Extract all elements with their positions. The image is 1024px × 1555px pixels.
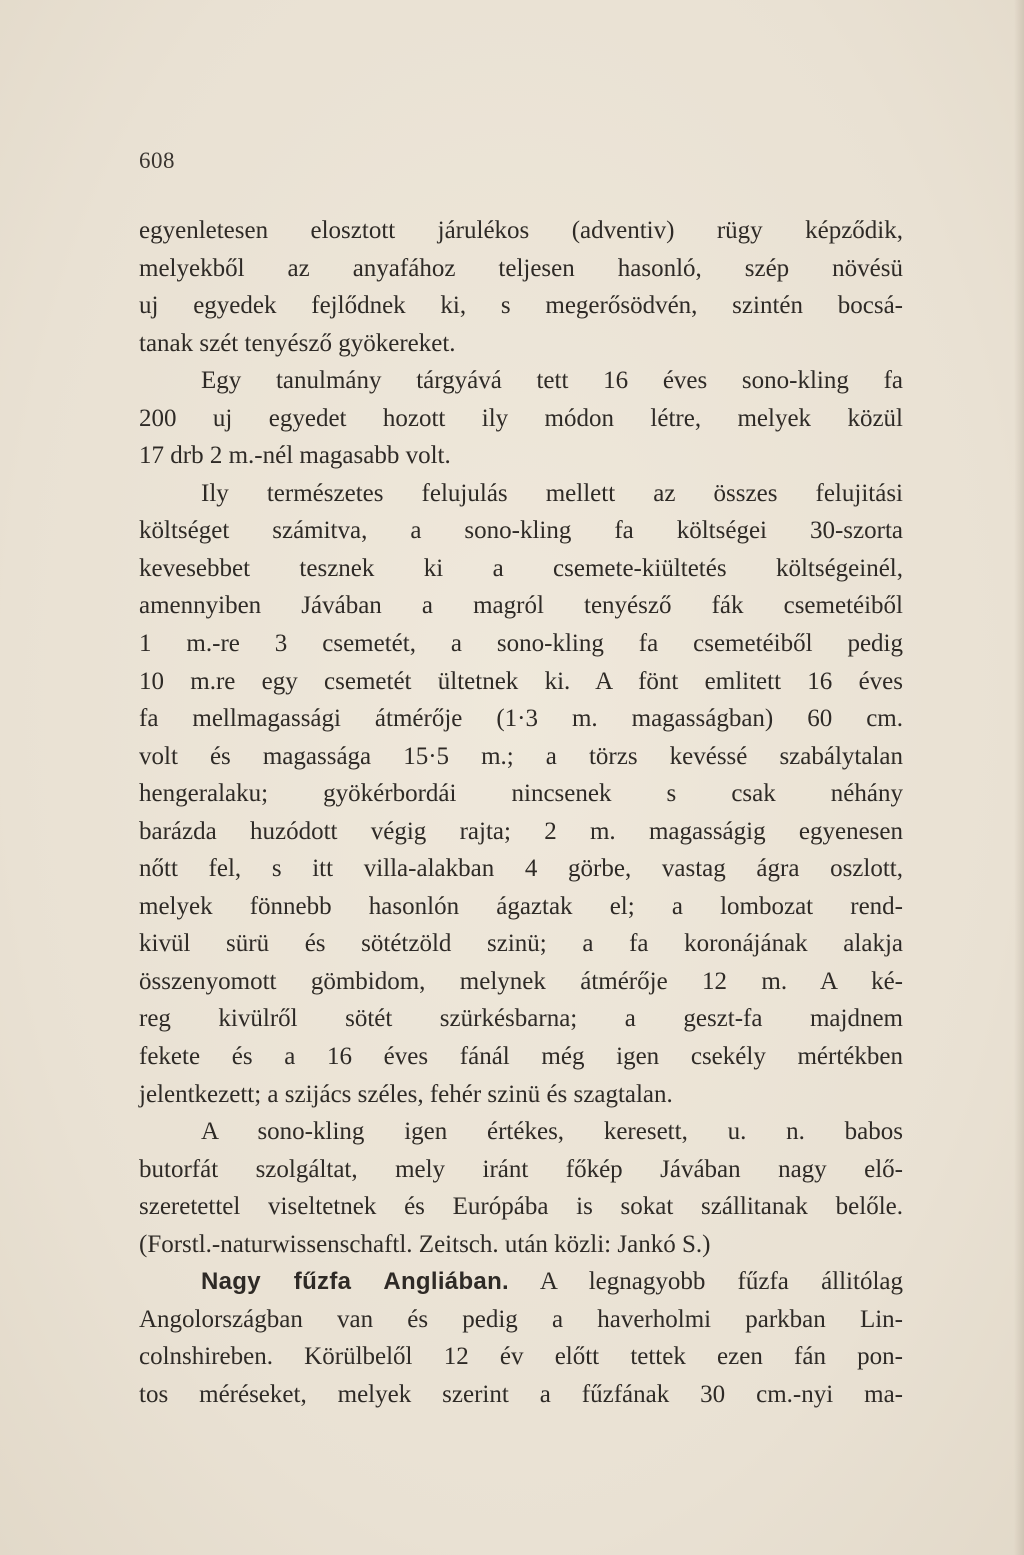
text-line: egyenletesen elosztott járulékos (adventiv) rügy képződik,: [139, 217, 903, 244]
text-run: A legnagyobb fűzfa állitólag: [509, 1268, 903, 1296]
text-line: fekete és a 16 éves fánál még igen csekély mértékben: [139, 1043, 903, 1071]
page-edge-shadow: [1014, 0, 1024, 1555]
text-line: 17 drb 2 m.-nél magasabb volt.: [139, 442, 451, 470]
text-line: hengeralaku; gyökérbordái nincsenek s csak néhány: [139, 780, 903, 808]
text-line: szeretettel viseltetnek és Európába is sokat szállitanak belőle.: [139, 1193, 903, 1221]
text-line: kivül sürü és sötétzöld szinü; a fa koronájának alakja: [139, 930, 903, 958]
text-line: összenyomott gömbidom, melynek átmérője 12 m. A ké-: [139, 967, 903, 995]
text-line: tanak szét tenyésző gyökereket.: [139, 329, 456, 357]
page-number: 608: [139, 148, 175, 173]
text-line: A sono-kling igen értékes, keresett, u. n. babos: [201, 1118, 903, 1146]
text-line: fa mellmagassági átmérője (1·3 m. magasságban) 60 cm.: [139, 705, 903, 733]
text-line: volt és magassága 15·5 m.; a törzs kevéssé szabálytalan: [139, 742, 903, 770]
text-line: (Forstl.-naturwissenschaftl. Zeitsch. után közli: Jankó S.): [139, 1230, 711, 1258]
text-line: Egy tanulmány tárgyává tett 16 éves sono-kling fa: [201, 367, 903, 395]
text-line: 200 uj egyedet hozott ily módon létre, melyek közül: [139, 404, 903, 432]
text-line: barázda huzódott végig rajta; 2 m. magasságig egyenesen: [139, 817, 903, 845]
body-text: [139, 212, 903, 1414]
text-line: melyekből az anyafához teljesen hasonló, szép növésü: [139, 254, 903, 282]
section-heading-line: [139, 1263, 903, 1301]
text-line: 10 m.re egy csemetét ültetnek ki. A fönt emlitett 16 éves: [139, 667, 903, 695]
text-line: amennyiben Jávában a magról tenyésző fák csemetéiből: [139, 592, 903, 620]
text-line: kevesebbet tesznek ki a csemete-kiültetés költségeinél,: [139, 554, 903, 582]
section-heading: Nagy fűzfa Angliában.: [201, 1268, 509, 1296]
text-line: 1 m.-re 3 csemetét, a sono-kling fa csemetéiből pedig: [139, 630, 903, 658]
text-line: jelentkezett; a szijács széles, fehér szinü és szagtalan.: [139, 1080, 673, 1108]
text-line: Ily természetes felujulás mellett az összes felujitási: [201, 479, 903, 507]
text-line: reg kivülről sötét szürkésbarna; a geszt-fa majdnem: [139, 1005, 903, 1033]
text-line: uj egyedek fejlődnek ki, s megerősödvén, szintén bocsá-: [139, 292, 903, 320]
text-line: melyek fönnebb hasonlón ágaztak el; a lombozat rend-: [139, 892, 903, 920]
text-line: tos méréseket, melyek szerint a fűzfának 30 cm.-nyi ma-: [139, 1380, 903, 1408]
text-line: colnshireben. Körülbelől 12 év előtt tettek ezen fán pon-: [139, 1343, 903, 1371]
text-line: költséget számitva, a sono-kling fa költségei 30-szorta: [139, 517, 903, 545]
text-line: Angolországban van és pedig a haverholmi parkban Lin-: [139, 1305, 903, 1333]
text-line: nőtt fel, s itt villa-alakban 4 görbe, vastag ágra oszlott,: [139, 855, 903, 883]
text-line: butorfát szolgáltat, mely iránt főkép Jávában nagy elő-: [139, 1155, 903, 1183]
